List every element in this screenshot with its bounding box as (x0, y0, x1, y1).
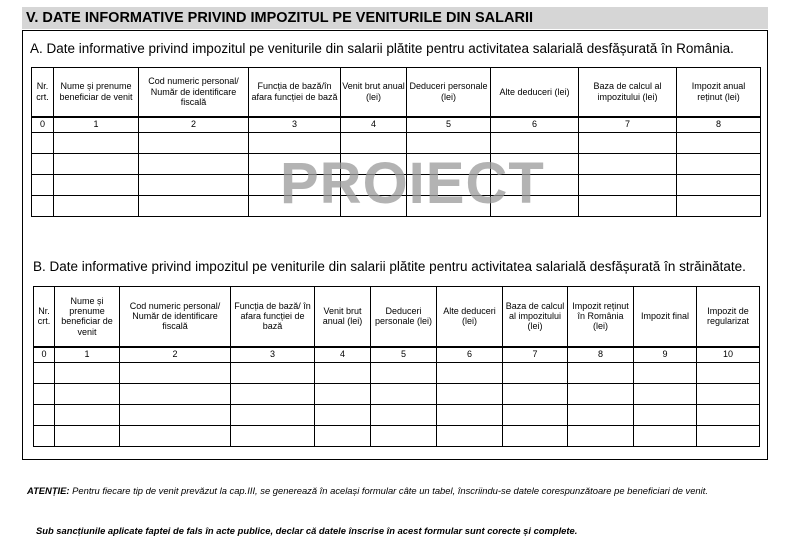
empty-cell[interactable] (677, 153, 761, 174)
empty-cell[interactable] (503, 404, 568, 425)
table-row (34, 404, 760, 425)
empty-cell[interactable] (437, 404, 503, 425)
col-number: 7 (579, 117, 677, 133)
empty-cell[interactable] (32, 195, 54, 216)
empty-cell[interactable] (371, 383, 437, 404)
empty-cell[interactable] (579, 132, 677, 153)
empty-cell[interactable] (34, 425, 55, 446)
col-number: 0 (34, 347, 55, 363)
empty-cell[interactable] (579, 174, 677, 195)
col-number: 9 (634, 347, 697, 363)
empty-cell[interactable] (371, 425, 437, 446)
col-number: 6 (491, 117, 579, 133)
empty-cell[interactable] (34, 404, 55, 425)
col-number: 6 (437, 347, 503, 363)
empty-cell[interactable] (315, 404, 371, 425)
empty-cell[interactable] (568, 362, 634, 383)
col-header-nr: Nr. crt. (34, 287, 55, 347)
col-number: 3 (231, 347, 315, 363)
empty-cell[interactable] (568, 383, 634, 404)
empty-cell[interactable] (32, 132, 54, 153)
empty-cell[interactable] (34, 383, 55, 404)
empty-cell[interactable] (634, 383, 697, 404)
empty-cell[interactable] (315, 362, 371, 383)
empty-cell[interactable] (437, 362, 503, 383)
col-header-tax-base: Baza de calcul al impozitului (lei) (503, 287, 568, 347)
attention-note (27, 485, 762, 497)
col-header-other-deductions: Alte deduceri (lei) (437, 287, 503, 347)
empty-cell[interactable] (55, 383, 120, 404)
column-number-row (32, 117, 761, 133)
declaration-text: Sub sancțiunile aplicate faptei de fals în acte publice, declar că datele înscrise în acest formular sunt corecte și complete. (36, 525, 578, 536)
empty-cell[interactable] (579, 153, 677, 174)
col-number: 5 (407, 117, 491, 133)
empty-cell[interactable] (677, 195, 761, 216)
empty-cell[interactable] (139, 195, 249, 216)
empty-cell[interactable] (139, 153, 249, 174)
attention-text: Pentru fiecare tip de venit prevăzut la cap.III, se generează în același formular câte un tabel, înscriindu-se datele corespunzătoare pe beneficiari de venit. (72, 485, 708, 496)
empty-cell[interactable] (503, 425, 568, 446)
empty-cell[interactable] (120, 362, 231, 383)
empty-cell[interactable] (579, 195, 677, 216)
empty-cell[interactable] (231, 425, 315, 446)
empty-cell[interactable] (503, 383, 568, 404)
col-header-cnp: Cod numeric personal/ Număr de identificare fiscală (139, 68, 249, 117)
section-header: V. DATE INFORMATIVE PRIVIND IMPOZITUL PE VENITURILE DIN SALARII (22, 7, 768, 29)
empty-cell[interactable] (568, 425, 634, 446)
empty-cell[interactable] (32, 153, 54, 174)
empty-cell[interactable] (54, 132, 139, 153)
empty-cell[interactable] (634, 362, 697, 383)
empty-cell[interactable] (139, 132, 249, 153)
col-header-regularization-tax: Impozit de regularizat (697, 287, 760, 347)
col-number: 1 (55, 347, 120, 363)
col-number: 1 (54, 117, 139, 133)
col-number: 2 (139, 117, 249, 133)
table-b (33, 286, 760, 447)
empty-cell[interactable] (634, 425, 697, 446)
col-header-tax-base: Baza de calcul al impozitului (lei) (579, 68, 677, 117)
attention-label: ATENȚIE: (27, 485, 70, 496)
empty-cell[interactable] (697, 425, 760, 446)
col-number: 5 (371, 347, 437, 363)
empty-cell[interactable] (677, 132, 761, 153)
empty-cell[interactable] (55, 404, 120, 425)
col-number: 7 (503, 347, 568, 363)
empty-cell[interactable] (437, 425, 503, 446)
col-header-final-tax: Impozit final (634, 287, 697, 347)
empty-cell[interactable] (437, 383, 503, 404)
watermark: PROIECT (280, 151, 545, 216)
col-header-function: Funcția de bază/în afara funcției de bază (249, 68, 341, 117)
col-header-personal-deductions: Deduceri personale (lei) (371, 287, 437, 347)
col-number: 2 (120, 347, 231, 363)
empty-cell[interactable] (120, 383, 231, 404)
col-header-name: Nume și prenume beneficiar de venit (55, 287, 120, 347)
empty-cell[interactable] (697, 362, 760, 383)
empty-cell[interactable] (697, 383, 760, 404)
table-row (34, 383, 760, 404)
col-header-function: Funcția de bază/ în afara funcției de bază (231, 287, 315, 347)
empty-cell[interactable] (55, 425, 120, 446)
empty-cell[interactable] (315, 383, 371, 404)
col-number: 4 (315, 347, 371, 363)
col-number: 8 (568, 347, 634, 363)
table-row (34, 425, 760, 446)
empty-cell[interactable] (54, 195, 139, 216)
empty-cell[interactable] (315, 425, 371, 446)
col-header-other-deductions: Alte deduceri (lei) (491, 68, 579, 117)
col-header-annual-tax: Impozit anual reținut (lei) (677, 68, 761, 117)
empty-cell[interactable] (568, 404, 634, 425)
col-number: 0 (32, 117, 54, 133)
col-header-nr: Nr. crt. (32, 68, 54, 117)
empty-cell[interactable] (54, 153, 139, 174)
empty-cell[interactable] (677, 174, 761, 195)
col-header-gross-income: Venit brut anual (lei) (315, 287, 371, 347)
empty-cell[interactable] (231, 383, 315, 404)
empty-cell[interactable] (139, 174, 249, 195)
empty-cell[interactable] (371, 404, 437, 425)
empty-cell[interactable] (55, 362, 120, 383)
empty-cell[interactable] (231, 362, 315, 383)
section-a-title: A. Date informative privind impozitul pe veniturile din salarii plătite pentru activitatea salarială desfășurată în România. (30, 41, 734, 56)
col-header-name: Nume și prenume beneficiar de venit (54, 68, 139, 117)
empty-cell[interactable] (697, 404, 760, 425)
empty-cell[interactable] (120, 404, 231, 425)
empty-cell[interactable] (231, 404, 315, 425)
col-header-cnp: Cod numeric personal/ Număr de identificare fiscală (120, 287, 231, 347)
col-number: 4 (341, 117, 407, 133)
col-header-tax-romania: Impozit reținut în România (lei) (568, 287, 634, 347)
empty-cell[interactable] (54, 174, 139, 195)
col-header-personal-deductions: Deduceri personale (lei) (407, 68, 491, 117)
empty-cell[interactable] (120, 425, 231, 446)
col-number: 8 (677, 117, 761, 133)
table-row (34, 362, 760, 383)
empty-cell[interactable] (634, 404, 697, 425)
empty-cell[interactable] (32, 174, 54, 195)
col-number: 10 (697, 347, 760, 363)
column-number-row (34, 347, 760, 363)
empty-cell[interactable] (34, 362, 55, 383)
col-number: 3 (249, 117, 341, 133)
empty-cell[interactable] (371, 362, 437, 383)
col-header-gross-income: Venit brut anual (lei) (341, 68, 407, 117)
empty-cell[interactable] (503, 362, 568, 383)
section-b-title: B. Date informative privind impozitul pe veniturile din salarii plătite pentru activitatea salarială desfășurată în străinătate. (33, 259, 746, 274)
